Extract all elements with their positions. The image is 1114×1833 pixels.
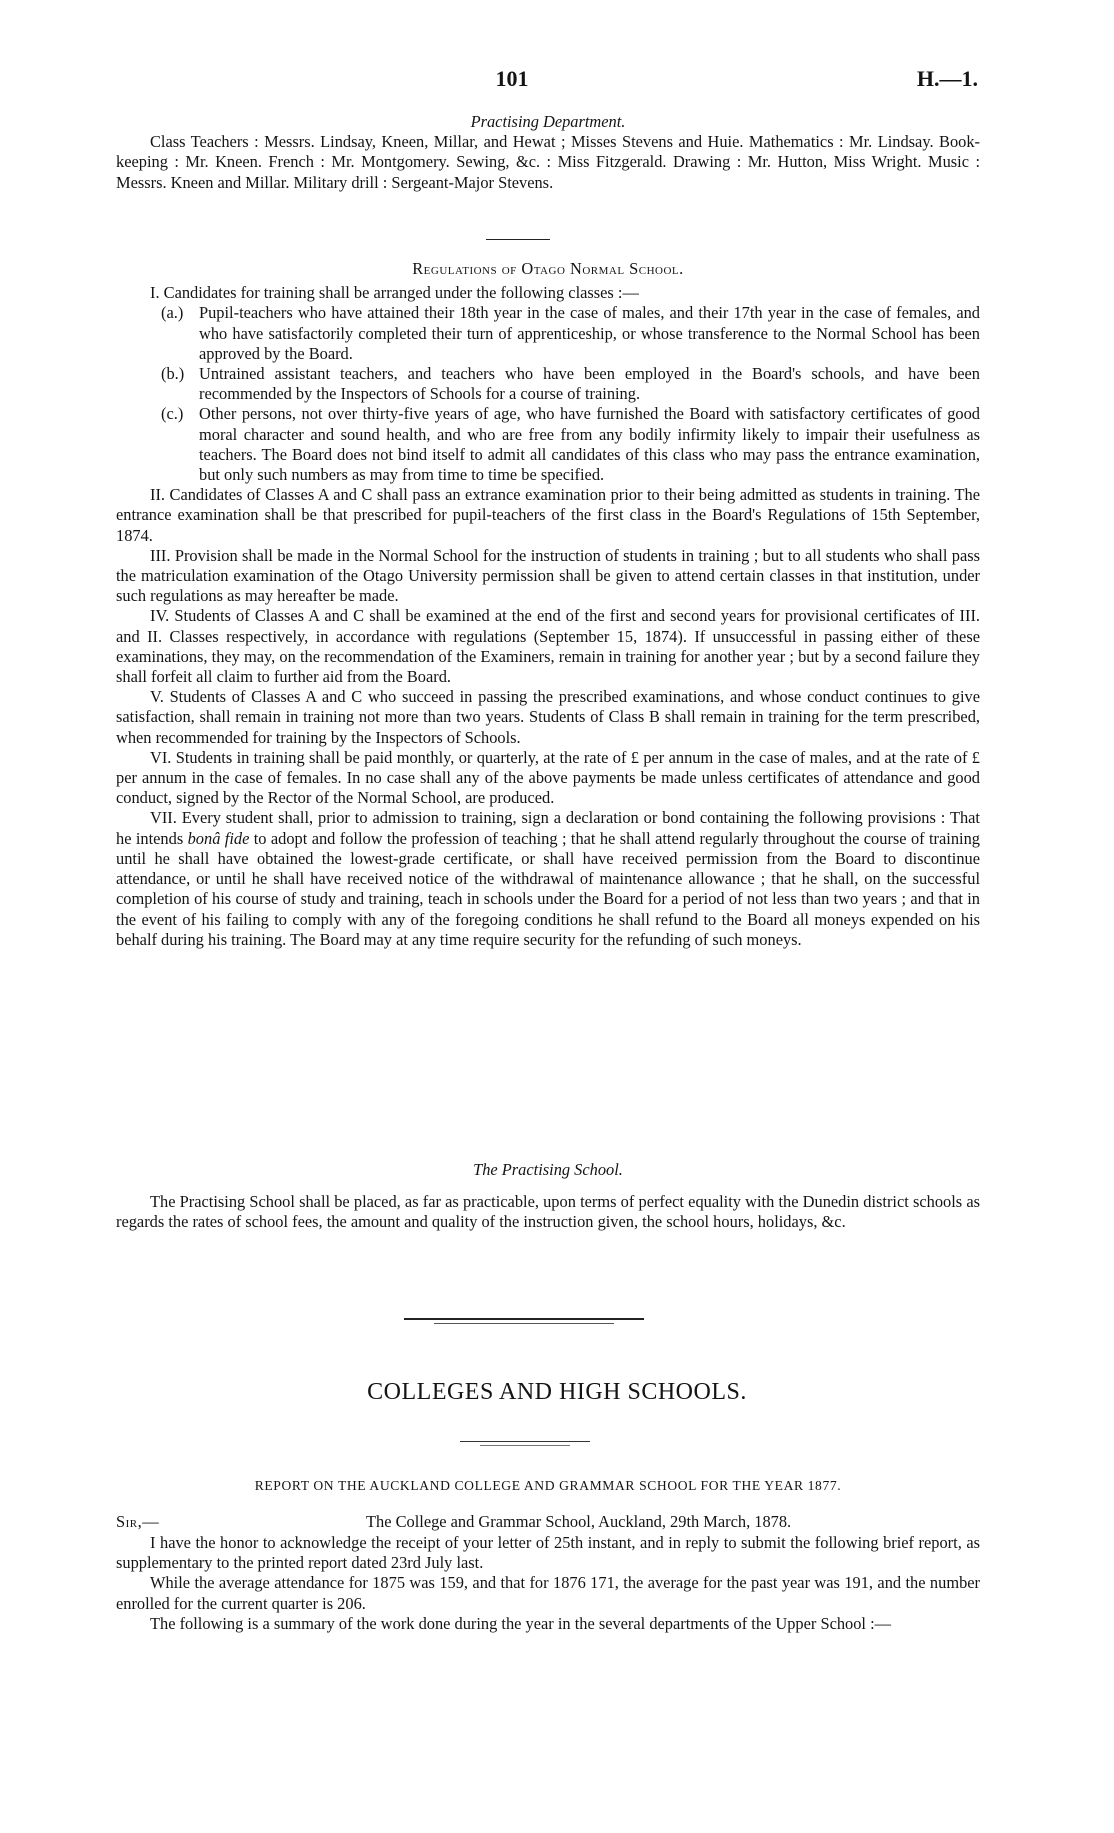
sub-clause-b <box>116 364 980 404</box>
upper-column <box>116 112 980 193</box>
sub-clause-b-text: Untrained assistant teachers, and teachers who have been employed in the Board's schools, and have been recommended by the Inspectors of Schools for a course of training. <box>199 364 980 404</box>
clause-1: I. Candidates for training shall be arranged under the following classes :— <box>150 283 639 303</box>
paper-reference: H.—1. <box>916 66 978 91</box>
clause-4: IV. Students of Classes A and C shall be examined at the end of the first and second years for provisional certificates of III. and II. Classes respectively, in accordance with regulations (September 15, 1874). If unsuccessful in passing either of these examinations, they may, on the recommendation of the Examiners, remain in training for another year ; but by a second failure they shall forfeit all claim to further aid from the Board. <box>116 606 980 687</box>
report-paragraph-1: I have the honor to acknowledge the receipt of your letter of 25th instant, and in reply to submit the following brief report, as supplementary to the printed report dated 23rd July last. <box>116 1533 980 1573</box>
clause-2: II. Candidates of Classes A and C shall pass an extrance examination prior to their being admitted as students in training. The entrance examination shall be that prescribed for pupil-teachers of the first class in the Board's Regulations of 15th September, 1874. <box>116 485 980 545</box>
title-divider <box>460 1441 590 1442</box>
report-title: REPORT ON THE AUCKLAND COLLEGE AND GRAMMAR SCHOOL FOR THE YEAR 1877. <box>254 1478 842 1493</box>
clause-7-pre: VII. Every student shall, prior to admission to training, sign a declaration or bond containing the following provisions : That he intends <box>116 808 980 848</box>
practising-department-heading: Practising Department. <box>470 112 626 131</box>
practising-department-staff: Class Teachers : Messrs. Lindsay, Kneen, Millar, and Hewat ; Misses Stevens and Huie. Mathematics : Mr. Lindsay. Book-keeping : Mr. Kneen. French : Mr. Montgomery. Sewing, &c. : Miss Fitzgerald. Drawing : Mr. Hutton, Miss Wright. Music : Messrs. Kneen and Millar. Military drill : Sergeant-Major Stevens. <box>116 132 980 192</box>
report-paragraph-3: The following is a summary of the work done during the year in the several departments of the Upper School :— <box>150 1613 892 1633</box>
sub-clause-c-label: (c.) <box>161 404 184 424</box>
report-letter <box>116 1512 980 1634</box>
clause-5: V. Students of Classes A and C who succeed in passing the prescribed examinations, and whose conduct continues to give satisfaction, shall remain in training not more than two years. Students of Class B shall remain in training for the term prescribed, when recommended for training by the Inspectors of Schools. <box>116 687 980 747</box>
regulations-heading: Regulations of Otago Normal School. <box>412 259 684 278</box>
colleges-title: COLLEGES AND HIGH SCHOOLS. <box>367 1379 747 1405</box>
letter-address: The College and Grammar School, Auckland, 29th March, 1878. <box>366 1512 792 1531</box>
sub-clause-a <box>116 303 980 364</box>
sub-clause-a-text: Pupil-teachers who have attained their 18th year in the case of males, and their 17th year in the case of females, and who have satisfactorily completed their turn of apprenticeship, or whose transference to the Normal School has been approved by the Board. <box>199 303 980 363</box>
heavy-divider-underline <box>434 1323 614 1324</box>
salutation: Sir,— <box>116 1512 160 1531</box>
clause-7-italic: bonâ fide <box>187 828 250 848</box>
practising-school-section <box>116 1160 980 1233</box>
sub-clause-a-label: (a.) <box>161 303 184 323</box>
regulations-section <box>116 259 980 950</box>
clause-7 <box>116 808 980 949</box>
practising-school-heading: The Practising School. <box>473 1160 623 1179</box>
report-paragraph-2: While the average attendance for 1875 was 159, and that for 1876 171, the average for the past year was 191, and the number enrolled for the current quarter is 206. <box>116 1573 980 1613</box>
practising-school-body: The Practising School shall be placed, as far as practicable, upon terms of perfect equality with the Dunedin district schools as regards the rates of school fees, the amount and quality of the instruction given, the school hours, holidays, &c. <box>116 1192 980 1232</box>
letter-opening <box>116 1512 980 1533</box>
heavy-divider <box>404 1318 644 1320</box>
clause-7-post: to adopt and follow the profession of teaching ; that he shall attend regularly throughout the course of training until he shall have obtained the lowest-grade certificate, or shall have received permission from the Board to discontinue attendance, or until he shall have received notice of the withdrawal of maintenance allowance ; that he shall, on the successful completion of his course of study and training, teach in schools under the Board for a period of not less than two years ; and that in the event of his failing to comply with any of the foregoing conditions he shall refund to the Board all moneys expended on his behalf during his training. The Board may at any time require security for the refunding of such moneys. <box>116 828 980 949</box>
clause-3: III. Provision shall be made in the Normal School for the instruction of students in training ; but to all students who shall pass the matriculation examination of the Otago University permission shall be given to attend certain classes in that institution, under such regulations as may hereafter be made. <box>116 545 980 606</box>
clause-6: VI. Students in training shall be paid monthly, or quarterly, at the rate of £ per annum in the case of males, and at the rate of £ per annum in the case of females. In no case shall any of the above payments be made unless certificates of attendance and good conduct, signed by the Rector of the Normal School, are produced. <box>116 747 980 808</box>
page-number: 101 <box>495 66 529 91</box>
title-divider-underline <box>480 1445 570 1446</box>
sub-clause-b-label: (b.) <box>161 364 185 384</box>
sub-clause-c-text: Other persons, not over thirty-five years of age, who have furnished the Board with satisfactory certificates of good moral character and sound health, and who are free from any bodily infirmity likely to impair their usefulness as teachers. The Board does not bind itself to admit all candidates of this class who may pass the entrance examination, but only such numbers as may from time to time be specified. <box>199 404 980 485</box>
section-divider <box>486 239 550 240</box>
page-header <box>0 66 1114 96</box>
sub-clause-c <box>116 404 980 485</box>
